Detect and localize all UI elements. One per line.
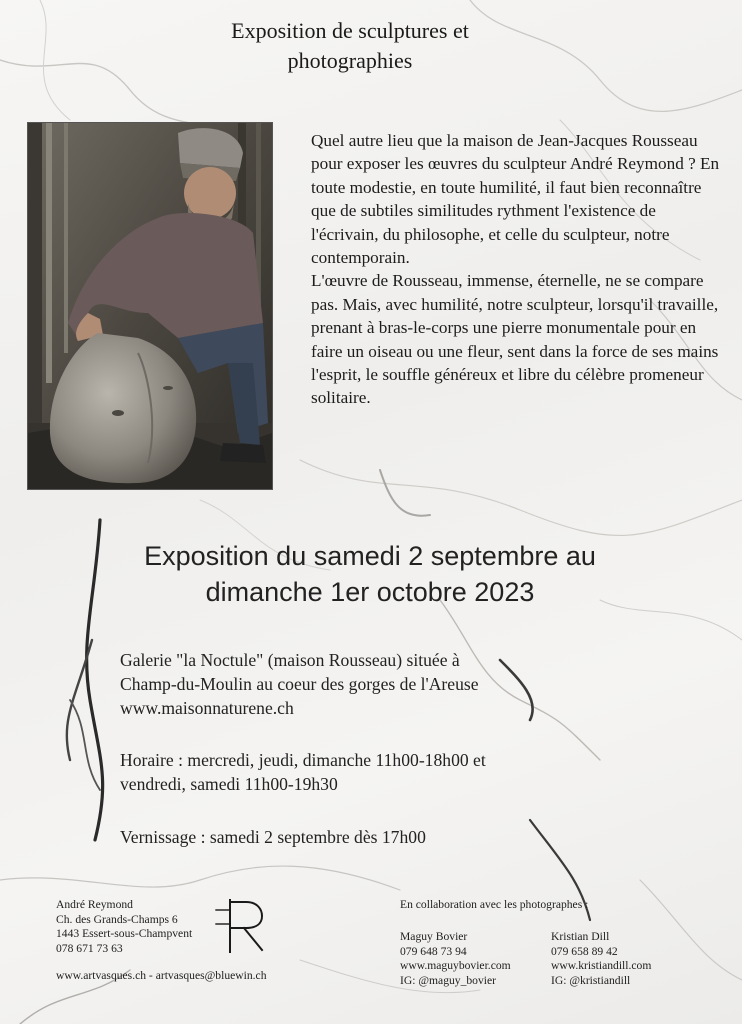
artist-city: 1443 Essert-sous-Champvent <box>56 927 193 941</box>
page-title <box>150 16 550 76</box>
opening-hours <box>120 748 600 796</box>
venue-website-link[interactable]: www.maisonnaturene.ch <box>120 698 294 718</box>
sculptor-photo-icon <box>28 123 272 489</box>
photographer-card <box>551 930 651 988</box>
dates-line-1: Exposition du samedi 2 septembre au <box>144 541 596 571</box>
artist-web-link[interactable]: www.artvasques.ch - artvasques@bluewin.ch <box>56 969 267 983</box>
venue-line-1: Galerie "la Noctule" (maison Rousseau) située à <box>120 650 460 670</box>
artist-street: Ch. des Grands-Champs 6 <box>56 912 178 926</box>
title-line-2: photographies <box>287 48 413 73</box>
artist-phone: 078 671 73 63 <box>56 941 123 955</box>
collaboration-title: En collaboration avec les photographes : <box>400 898 589 911</box>
artist-name: André Reymond <box>56 898 133 911</box>
sculptor-photo <box>27 122 273 490</box>
hours-line-1: Horaire : mercredi, jeudi, dimanche 11h00-18h00 et <box>120 750 486 770</box>
photographer-instagram-link[interactable]: IG: @maguy_bovier <box>400 973 496 987</box>
intro-text <box>311 129 721 410</box>
photographer-website-link[interactable]: www.kristiandill.com <box>551 959 652 973</box>
vernissage-text: Vernissage : samedi 2 septembre dès 17h00 <box>120 827 426 847</box>
venue-line-2: Champ-du-Moulin au coeur des gorges de l'Areuse <box>120 674 479 694</box>
dates-line-2: dimanche 1er octobre 2023 <box>205 577 535 607</box>
photographer-phone: 079 658 89 42 <box>551 944 618 958</box>
photographer-instagram-link[interactable]: IG: @kristiandill <box>551 973 631 987</box>
ar-monogram-logo-icon <box>212 898 272 954</box>
photographer-phone: 079 648 73 94 <box>400 944 467 958</box>
photographer-name: Maguy Bovier <box>400 930 468 943</box>
intro-paragraph-2: L'œuvre de Rousseau, immense, éternelle, ne se compare pas. Mais, avec humilité, notre sculpteur, lorsqu'il travaille, prenant à bras-le-corps une pierre monumentale pour en faire un oiseau ou une fleur, sent dans la force de ses mains l'esprit, le souffle généreux et libre du célèbre promeneur solitaire. <box>311 271 719 408</box>
intro-paragraph-1: Quel autre lieu que la maison de Jean-Jacques Rousseau pour exposer les œuvres du sculpteur André Reymond ? En toute modestie, en toute humilité, il faut bien reconnaître que de subtiles similitudes rythment l'existence de l'écrivain, du philosophe, et celle du sculpteur, notre contemporain. <box>311 131 720 268</box>
vernissage-info <box>120 825 600 849</box>
venue-info <box>120 648 570 720</box>
photographer-name: Kristian Dill <box>551 930 610 943</box>
hours-line-2: vendredi, samedi 11h00-19h30 <box>120 774 338 794</box>
title-line-1: Exposition de sculptures et <box>231 18 469 43</box>
exhibition-dates <box>110 538 630 610</box>
photographer-website-link[interactable]: www.maguybovier.com <box>400 959 511 973</box>
photographer-card <box>400 930 511 988</box>
